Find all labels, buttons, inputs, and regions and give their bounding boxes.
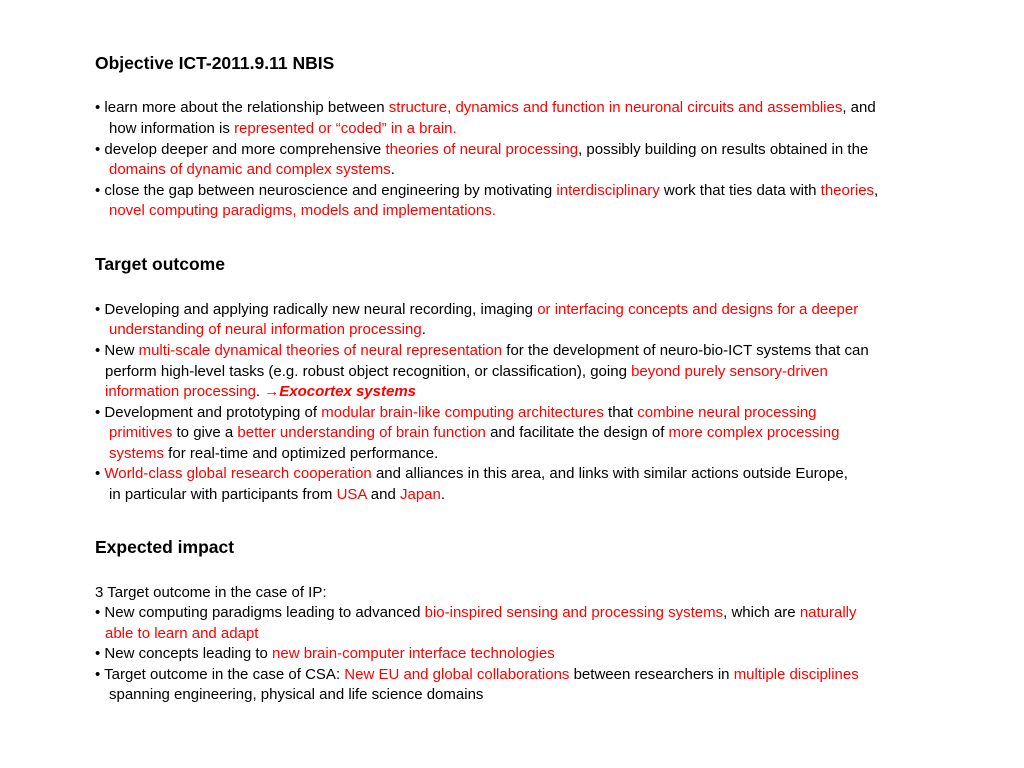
- highlighted-text: structure, dynamics and function in neuronal circuits and assemblies: [388, 99, 843, 116]
- impact-heading: Expected impact: [95, 537, 235, 557]
- body-text: .: [255, 383, 265, 400]
- objective-line: [109, 160, 395, 180]
- body-text: for the development of neuro-bio-ICT systems that can: [502, 342, 869, 359]
- highlighted-text: more complex processing: [668, 424, 840, 441]
- impact-line: [95, 583, 327, 603]
- body-text: • New computing paradigms leading to advanced: [95, 604, 425, 621]
- body-text: • New concepts leading to: [95, 645, 273, 662]
- body-text: .: [421, 321, 426, 338]
- highlighted-text: multi-scale dynamical theories of neural representation: [138, 342, 503, 359]
- body-text: •: [95, 465, 105, 482]
- highlighted-text: Japan: [399, 486, 441, 503]
- body-text: • learn more about the relationship between: [95, 99, 389, 116]
- impact-line: [95, 644, 555, 664]
- target-line: [95, 464, 848, 484]
- body-text: • Development and prototyping of: [95, 404, 322, 421]
- highlighted-text: beyond purely sensory-driven: [631, 363, 828, 380]
- impact-line: [105, 624, 258, 644]
- objective-line: [95, 98, 876, 118]
- highlighted-text: naturally: [799, 604, 857, 621]
- body-text: , possibly building on results obtained in the: [578, 141, 869, 158]
- body-text: 3 Target outcome in the case of IP:: [95, 584, 327, 601]
- highlighted-text: understanding of neural information processing: [109, 321, 422, 338]
- body-text: • develop deeper and more comprehensive: [95, 141, 386, 158]
- target-line: [95, 341, 869, 361]
- body-text: spanning engineering, physical and life science domains: [109, 686, 484, 703]
- objective-line: [109, 201, 496, 221]
- body-text: between researchers in: [569, 666, 734, 683]
- body-text: .: [440, 486, 446, 503]
- target-line: [105, 362, 828, 382]
- highlighted-text: information processing: [105, 383, 256, 400]
- highlighted-text: multiple disciplines: [733, 666, 859, 683]
- highlighted-text: USA: [336, 486, 367, 503]
- impact-line: [95, 603, 857, 623]
- target-line: [109, 485, 445, 505]
- target-heading: Target outcome: [95, 254, 225, 274]
- objective-line: [95, 140, 868, 160]
- target-line: [109, 423, 839, 443]
- body-text: in particular with participants from: [109, 486, 337, 503]
- highlighted-text: World-class global research cooperation: [104, 465, 372, 482]
- objective-line: [109, 119, 457, 139]
- body-text: ,: [874, 182, 879, 199]
- target-line: [105, 382, 416, 402]
- body-text: • New: [95, 342, 139, 359]
- body-text: • close the gap between neuroscience and engineering by motivating: [95, 182, 557, 199]
- target-line: [95, 300, 858, 320]
- impact-line: [109, 685, 483, 705]
- objective-line: [95, 181, 878, 201]
- body-text: .: [390, 161, 395, 178]
- body-text: how information is: [109, 120, 235, 137]
- highlighted-text: or interfacing concepts and designs for a deeper: [537, 301, 859, 318]
- body-text: , and: [842, 99, 876, 116]
- impact-line: [95, 665, 859, 685]
- target-line: [95, 403, 817, 423]
- highlighted-text: new brain-computer interface technologies: [272, 645, 555, 662]
- highlighted-text: able to learn and adapt: [105, 625, 259, 642]
- highlighted-text: bio-inspired sensing and processing systems: [424, 604, 724, 621]
- body-text: and facilitate the design of: [485, 424, 669, 441]
- body-text: • Developing and applying radically new neural recording, imaging: [95, 301, 538, 318]
- highlighted-text: theories of neural processing: [385, 141, 579, 158]
- target-line: [109, 444, 438, 464]
- body-text: that: [603, 404, 638, 421]
- body-text: for real-time and optimized performance.: [164, 445, 439, 462]
- body-text: perform high-level tasks (e.g. robust object recognition, or classification), going: [105, 363, 632, 380]
- highlighted-text: theories: [820, 182, 875, 199]
- body-text: to give a: [172, 424, 238, 441]
- highlighted-text: represented or “coded” in a brain.: [234, 120, 457, 137]
- highlighted-text: systems: [109, 445, 165, 462]
- highlighted-text: novel computing paradigms, models and implementations.: [109, 202, 496, 219]
- highlighted-text: interdisciplinary: [556, 182, 660, 199]
- highlighted-text: better understanding of brain function: [237, 424, 486, 441]
- highlighted-text: combine neural processing: [637, 404, 817, 421]
- body-text: and: [366, 486, 400, 503]
- highlighted-text: modular brain-like computing architectures: [321, 404, 604, 421]
- highlighted-text: →Exocortex systems: [264, 383, 417, 400]
- body-text: , which are: [723, 604, 800, 621]
- highlighted-text: primitives: [109, 424, 173, 441]
- highlighted-text: New EU and global collaborations: [344, 666, 570, 683]
- objective-heading: Objective ICT-2011.9.11 NBIS: [95, 53, 335, 73]
- highlighted-text: domains of dynamic and complex systems: [109, 161, 391, 178]
- body-text: and alliances in this area, and links with similar actions outside Europe,: [371, 465, 848, 482]
- body-text: • Target outcome in the case of CSA:: [95, 666, 345, 683]
- body-text: work that ties data with: [659, 182, 821, 199]
- target-line: [109, 320, 426, 340]
